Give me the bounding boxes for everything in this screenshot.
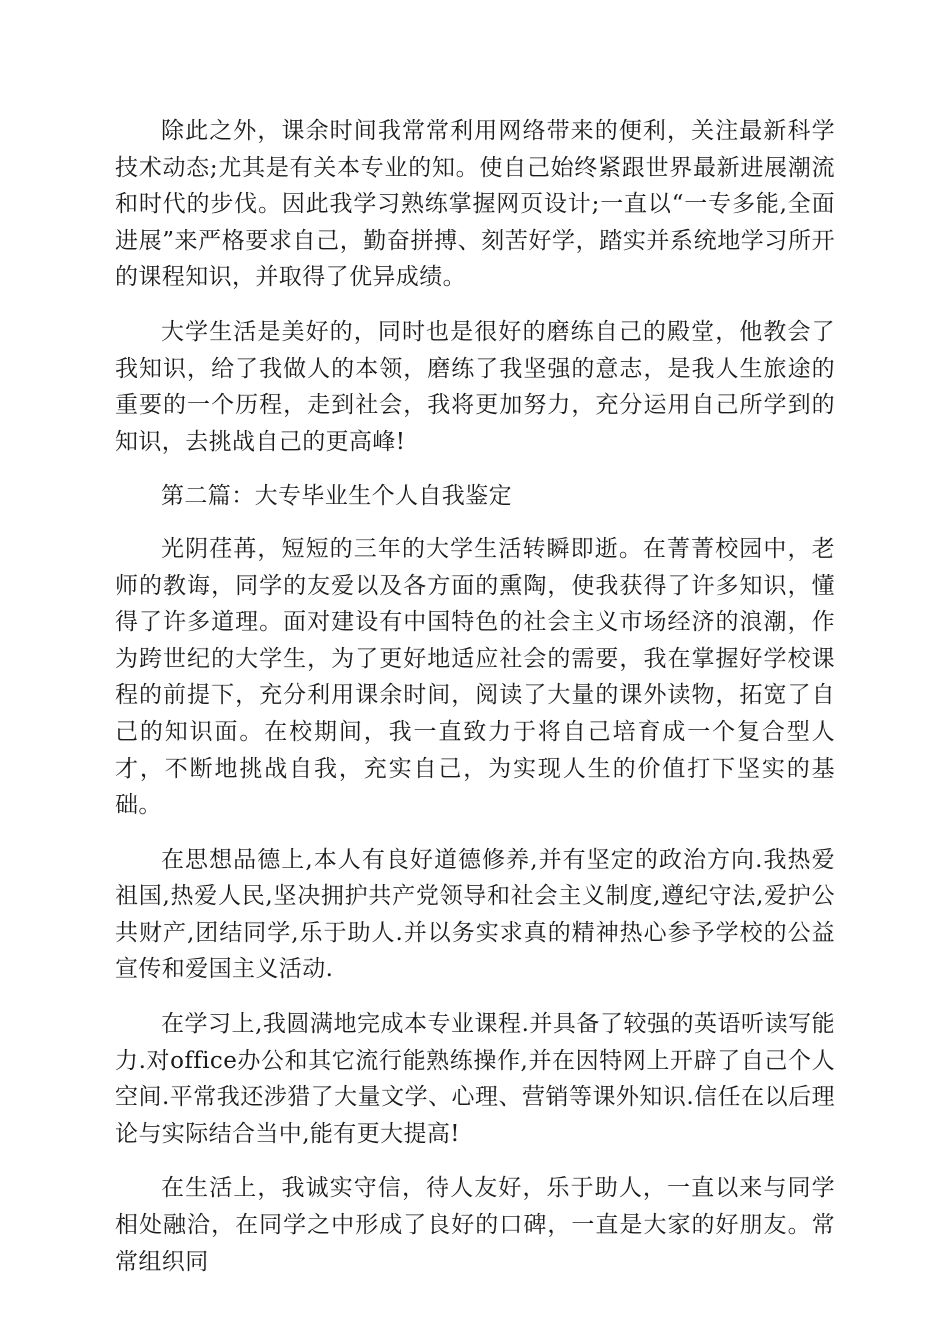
paragraph-ideology-morality: 在思想品德上,本人有良好道德修养,并有坚定的政治方向.我热爱祖国,热爱人民,坚决拥护共产党领导和社会主义制度,遵纪守法,爱护公共财产,团结同学,乐于助人.并以务实求真的精神热心参予学校的公益宣传和爱国主义活动. xyxy=(115,846,835,983)
document-body xyxy=(115,113,835,1298)
paragraph-study: 在学习上,我圆满地完成本专业课程.并具备了较强的英语听读写能力.对office办公和其它流行能熟练操作,并在因特网上开辟了自己个人空间.平常我还涉猎了大量文学、心理、营销等课外知识.信任在以后理论与实际结合当中,能有更大提高! xyxy=(115,1011,835,1147)
paragraph-three-years: 光阴荏苒，短短的三年的大学生活转瞬即逝。在菁菁校园中，老师的教诲，同学的友爱以及各方面的熏陶，使我获得了许多知识，懂得了许多道理。面对建设有中国特色的社会主义市场经济的浪潮，作为跨世纪的大学生，为了更好地适应社会的需要，我在掌握好学校课程的前提下，充分利用课余时间，阅读了大量的课外读物，拓宽了自己的知识面。在校期间，我一直致力于将自己培育成一个复合型人才，不断地挑战自我，充实自己，为实现人生的价值打下坚实的基础。 xyxy=(115,535,835,819)
section-heading: 第二篇：大专毕业生个人自我鉴定 xyxy=(161,483,512,510)
paragraph-extracurricular-study: 除此之外，课余时间我常常利用网络带来的便利，关注最新科学技术动态;尤其是有关本专业的知。使自己始终紧跟世界最新进展潮流和时代的步伐。因此我学习熟练掌握网页设计;一直以“一专多能,全面进展”来严格要求自己，勤奋拼搏、刻苦好学，踏实并系统地学习所开的课程知识，并取得了优异成绩。 xyxy=(115,118,835,291)
paragraph-university-life: 大学生活是美好的，同时也是很好的磨练自己的殿堂，他教会了我知识，给了我做人的本领，磨练了我坚强的意志，是我人生旅途的重要的一个历程，走到社会，我将更加努力，充分运用自己所学到的知识，去挑战自己的更高峰! xyxy=(115,318,835,455)
paragraph-daily-life: 在生活上，我诚实守信，待人友好，乐于助人，一直以来与同学相处融洽，在同学之中形成了良好的口碑，一直是大家的好朋友。常常组织同 xyxy=(115,1175,835,1275)
